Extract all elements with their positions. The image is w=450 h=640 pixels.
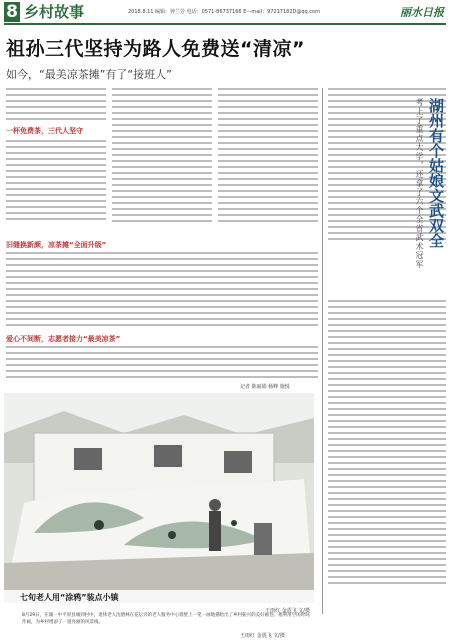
headline: 祖孙三代坚持为路人免费送“清凉”: [6, 38, 305, 60]
body-text-bottom: [6, 346, 318, 382]
sidebar-text-bottom: [328, 300, 446, 588]
footer-credit: 王雨红 金震飞 文/摄: [240, 633, 285, 639]
article-byline: 记者 陈丽娟 杨峰 施悦: [240, 384, 290, 390]
sidebar-title: 湖州有个姑娘文武双全: [427, 98, 445, 248]
header-rule: [4, 23, 446, 25]
body-text-col-1a: [6, 88, 106, 124]
section-heading-3: 爱心不间断，志愿者接力“最美凉茶”: [6, 335, 121, 343]
photo-credit: 王雨红 金震飞 文/摄: [265, 608, 310, 614]
column-divider: [322, 88, 323, 614]
subheadline: 如今，“最美凉茶摊”有了“接班人”: [6, 68, 172, 81]
body-text-lower: [6, 252, 318, 330]
photo-caption: 七旬老人用“涂鸦”装点小镇: [20, 593, 119, 602]
footer-note: 8月29日，在湖一中平原县城到村中，退休老人沈德林在花坛旁的老人服务中心墙壁上一笔一画地描绘出了乡村振兴的美好画卷。他利用空闲时间作画，为乡村增添了一道亮丽的风景线。: [22, 613, 310, 625]
header-meta: 2018.8.11 编辑：钟兰芳 电话：0571-86737166 E—mail：97217182D@qq.com: [128, 9, 320, 15]
body-text-col-1b: [6, 140, 106, 224]
body-text-col-2: [112, 88, 212, 226]
section-title: 乡村故事: [24, 3, 85, 21]
page-number: 8: [4, 2, 20, 22]
sidebar-subtitle: 考上了重点大学，还拿了六个全省武术冠军: [415, 98, 424, 269]
street-mural-photo: [4, 393, 314, 603]
body-text-col-3: [218, 88, 318, 226]
newspaper-logo: 丽水日报: [400, 6, 444, 19]
section-heading-2: 旧缝换新颜，凉茶摊“全面升级”: [6, 241, 107, 249]
section-heading-1: 一杯免费茶，三代人坚守: [6, 127, 83, 135]
